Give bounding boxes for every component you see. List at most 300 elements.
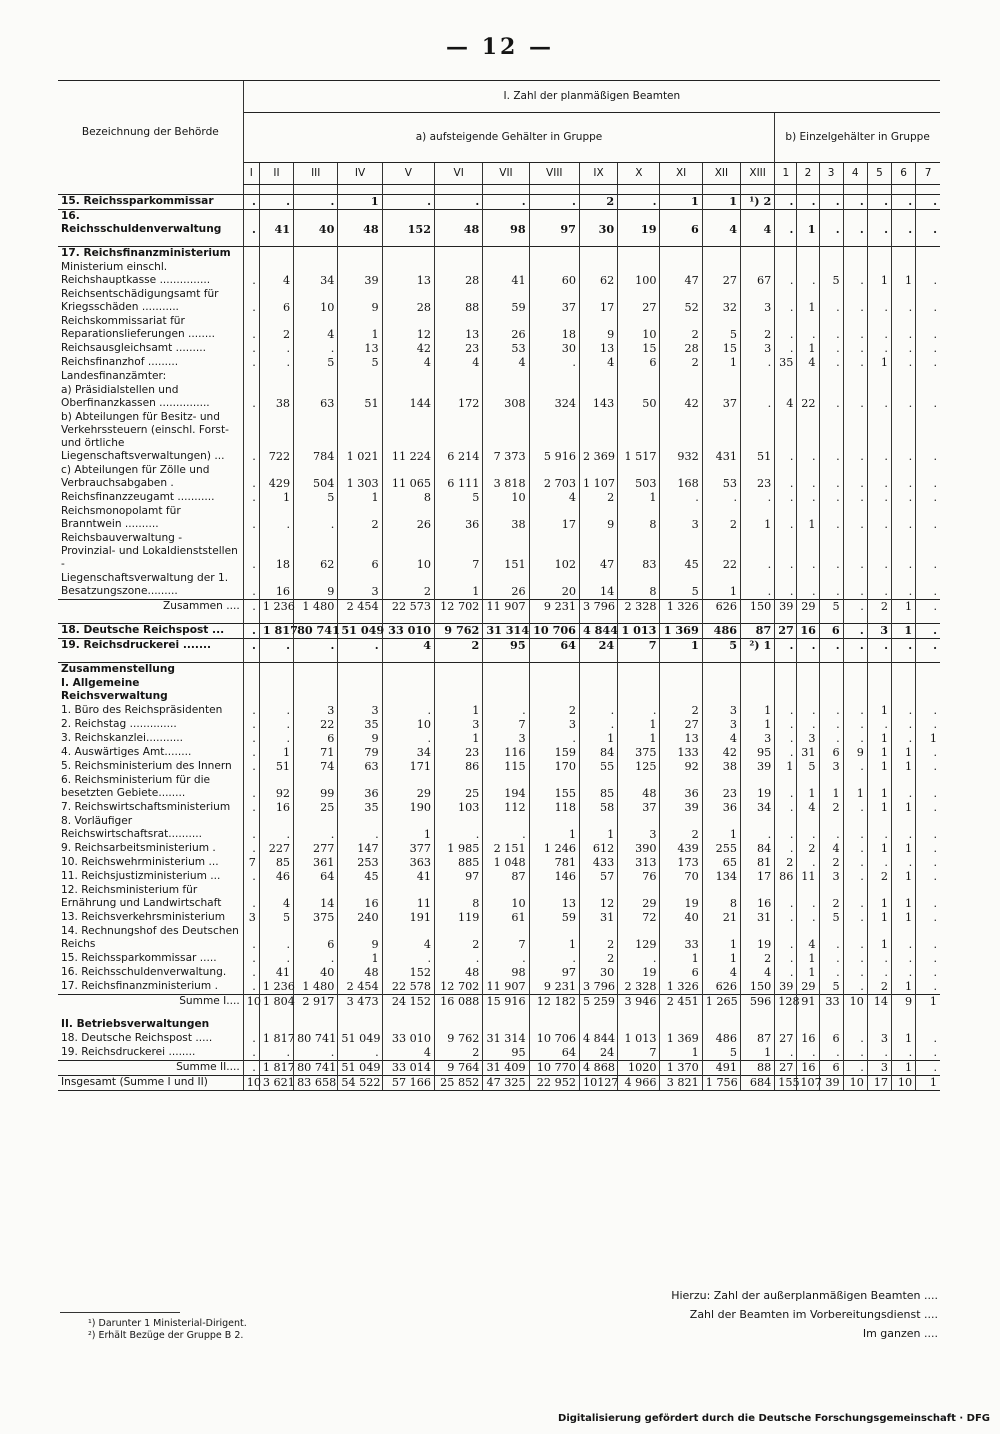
value-cell: 6 xyxy=(819,1032,843,1046)
value-cell: 31 409 xyxy=(483,1061,529,1076)
column-header: II xyxy=(259,163,293,185)
value-cell: 41 xyxy=(382,870,434,884)
value-cell: . xyxy=(775,261,797,288)
column-header: V xyxy=(382,163,434,185)
row-label: 3. Reichskanzlei........... xyxy=(61,732,184,744)
value-cell: 168 xyxy=(660,464,702,491)
value-cell: 5 xyxy=(294,491,338,505)
column-header: I xyxy=(243,163,259,185)
value-cell xyxy=(819,185,843,195)
value-cell: 39 xyxy=(775,980,797,995)
value-cell: 22 xyxy=(797,384,819,411)
value-cell: 3 796 xyxy=(579,980,617,995)
value-cell: 152 xyxy=(382,966,434,980)
value-cell: 10 xyxy=(294,288,338,315)
value-cell: 10127 xyxy=(579,1076,617,1091)
value-cell: . xyxy=(243,842,259,856)
value-cell: 1 xyxy=(797,288,819,315)
value-cell xyxy=(867,247,891,262)
value-cell: . xyxy=(916,315,940,342)
value-cell: . xyxy=(819,952,843,966)
value-cell: 363 xyxy=(382,856,434,870)
value-cell: 40 xyxy=(660,911,702,925)
value-cell: 1 xyxy=(797,342,819,356)
value-cell: 4 xyxy=(819,842,843,856)
value-cell: . xyxy=(483,815,529,842)
value-cell: 92 xyxy=(660,760,702,774)
value-cell: 1 xyxy=(867,925,891,952)
value-cell: 88 xyxy=(435,288,483,315)
value-cell xyxy=(259,1018,293,1032)
value-cell: 3 796 xyxy=(579,600,617,615)
value-cell xyxy=(435,677,483,704)
table-row xyxy=(58,356,940,370)
value-cell: 5 xyxy=(819,600,843,615)
value-cell: 5 916 xyxy=(529,411,579,464)
value-cell xyxy=(618,1009,660,1018)
value-cell: 116 xyxy=(483,746,529,760)
value-cell: 5 xyxy=(819,911,843,925)
value-cell xyxy=(797,1018,819,1032)
value-cell xyxy=(294,185,338,195)
value-cell: . xyxy=(819,815,843,842)
value-cell: 87 xyxy=(741,624,775,639)
column-header: VIII xyxy=(529,163,579,185)
table-row xyxy=(58,677,940,704)
value-cell xyxy=(579,247,617,262)
value-cell: . xyxy=(891,639,915,654)
value-cell: 27 xyxy=(702,261,740,288)
value-cell: 25 852 xyxy=(435,1076,483,1091)
value-cell: 47 xyxy=(579,532,617,572)
value-cell: . xyxy=(243,505,259,532)
value-cell: 5 xyxy=(660,572,702,600)
value-cell: 2 xyxy=(579,491,617,505)
value-cell: . xyxy=(797,718,819,732)
value-cell xyxy=(259,247,293,262)
value-cell: . xyxy=(843,980,867,995)
value-cell: 4 xyxy=(259,261,293,288)
value-cell: 9 762 xyxy=(435,624,483,639)
value-cell: 95 xyxy=(741,746,775,760)
value-cell xyxy=(797,663,819,678)
value-cell: 159 xyxy=(529,746,579,760)
value-cell: 6 xyxy=(660,210,702,238)
value-cell: 1 517 xyxy=(618,411,660,464)
value-cell: . xyxy=(259,356,293,370)
value-cell: 1 xyxy=(660,639,702,654)
value-cell: 1 xyxy=(338,491,382,505)
row-label: 18. Deutsche Reichspost ..... xyxy=(61,1032,213,1044)
value-cell: . xyxy=(243,870,259,884)
value-cell: 15 916 xyxy=(483,995,529,1010)
value-cell: 41 xyxy=(259,966,293,980)
value-cell: 38 xyxy=(259,384,293,411)
value-cell: . xyxy=(891,1046,915,1061)
table-row xyxy=(58,288,940,315)
value-cell xyxy=(660,247,702,262)
value-cell: . xyxy=(916,572,940,600)
value-cell: . xyxy=(867,718,891,732)
value-cell xyxy=(660,370,702,384)
value-cell: 23 xyxy=(435,342,483,356)
value-cell: 16 xyxy=(259,801,293,815)
row-label: 7. Reichswirtschaftsministerium xyxy=(61,801,231,813)
value-cell: . xyxy=(916,624,940,639)
value-cell xyxy=(243,653,259,663)
value-cell: 1 xyxy=(702,925,740,952)
value-cell: 152 xyxy=(382,210,434,238)
value-cell: 1 236 xyxy=(259,980,293,995)
value-cell: 377 xyxy=(382,842,434,856)
value-cell: 6 xyxy=(819,624,843,639)
value-cell: 27 xyxy=(775,1061,797,1076)
value-cell: . xyxy=(775,801,797,815)
value-cell: 11 907 xyxy=(483,600,529,615)
value-cell xyxy=(294,1009,338,1018)
value-cell: . xyxy=(775,210,797,238)
value-cell: 1020 xyxy=(618,1061,660,1076)
value-cell: 2 xyxy=(529,704,579,718)
row-label: 17. Reichsfinanzministerium xyxy=(58,247,243,262)
value-cell: 25 xyxy=(435,774,483,801)
value-cell: . xyxy=(483,704,529,718)
value-cell: 39 xyxy=(775,600,797,615)
row-label xyxy=(58,185,243,195)
value-cell: 64 xyxy=(529,639,579,654)
value-cell: . xyxy=(867,952,891,966)
value-cell: . xyxy=(338,639,382,654)
value-cell xyxy=(891,370,915,384)
value-cell: . xyxy=(529,732,579,746)
value-cell: 3 xyxy=(741,342,775,356)
value-cell: 3 xyxy=(483,732,529,746)
value-cell: . xyxy=(843,801,867,815)
value-cell: 1 013 xyxy=(618,624,660,639)
value-cell: 5 xyxy=(259,911,293,925)
value-cell: 6 xyxy=(294,925,338,952)
row-label: 16. Reichsschuldenverwaltung. xyxy=(61,966,227,978)
value-cell: 13 xyxy=(382,261,434,288)
value-cell: . xyxy=(843,760,867,774)
table-row xyxy=(58,980,940,995)
header-group-b: b) Einzelgehälter in Gruppe xyxy=(775,113,940,163)
row-label: 15. Reichssparkommissar xyxy=(58,195,243,210)
value-cell: . xyxy=(916,491,940,505)
value-cell xyxy=(775,185,797,195)
value-cell: 4 xyxy=(382,1046,434,1061)
value-cell xyxy=(579,653,617,663)
value-cell: 1 xyxy=(618,491,660,505)
value-cell: 722 xyxy=(259,411,293,464)
value-cell: 1 xyxy=(797,210,819,238)
value-cell: . xyxy=(891,856,915,870)
value-cell xyxy=(259,677,293,704)
value-cell: 16 xyxy=(797,1061,819,1076)
value-cell: . xyxy=(243,1046,259,1061)
value-cell: 2 xyxy=(579,952,617,966)
value-cell xyxy=(819,247,843,262)
value-cell: . xyxy=(891,195,915,210)
row-label: Zusammen .... xyxy=(58,600,243,615)
value-cell: 9 762 xyxy=(435,1032,483,1046)
value-cell: 2 xyxy=(579,925,617,952)
value-cell: 3 946 xyxy=(618,995,660,1010)
value-cell: 13 xyxy=(579,342,617,356)
value-cell xyxy=(741,237,775,247)
value-cell: 36 xyxy=(338,774,382,801)
value-cell: . xyxy=(819,532,843,572)
value-cell: 10 706 xyxy=(529,1032,579,1046)
value-cell: . xyxy=(243,639,259,654)
value-cell: . xyxy=(294,342,338,356)
value-cell: 59 xyxy=(483,288,529,315)
header-group-a: a) aufsteigende Gehälter in Gruppe xyxy=(243,113,774,163)
value-cell xyxy=(916,663,940,678)
value-cell: . xyxy=(243,532,259,572)
value-cell xyxy=(338,663,382,678)
value-cell: . xyxy=(819,966,843,980)
value-cell: 2 xyxy=(867,870,891,884)
column-header: 1 xyxy=(775,163,797,185)
value-cell: 1 xyxy=(867,774,891,801)
value-cell: 1 xyxy=(338,952,382,966)
value-cell xyxy=(529,1009,579,1018)
value-cell: 83 658 xyxy=(294,1076,338,1091)
column-header: X xyxy=(618,163,660,185)
value-cell xyxy=(819,677,843,704)
value-cell: . xyxy=(819,210,843,238)
value-cell: . xyxy=(775,842,797,856)
value-cell xyxy=(916,247,940,262)
value-cell: 10 xyxy=(382,532,434,572)
value-cell: 19 xyxy=(660,884,702,911)
value-cell: 23 xyxy=(702,774,740,801)
value-cell: 1 246 xyxy=(529,842,579,856)
value-cell: 47 325 xyxy=(483,1076,529,1091)
value-cell: 6 xyxy=(294,732,338,746)
value-cell: . xyxy=(891,815,915,842)
value-cell: 10 770 xyxy=(529,1061,579,1076)
value-cell xyxy=(618,185,660,195)
value-cell: 191 xyxy=(382,911,434,925)
value-cell xyxy=(797,185,819,195)
row-label: 12. Reichsministerium für Ernährung und Landwirtschaft xyxy=(61,884,222,909)
value-cell: 39 xyxy=(741,760,775,774)
value-cell xyxy=(259,185,293,195)
footnote: ¹) Darunter 1 Ministerial-Dirigent. xyxy=(88,1318,247,1329)
value-cell xyxy=(843,1018,867,1032)
value-cell xyxy=(294,663,338,678)
value-cell xyxy=(891,677,915,704)
value-cell: . xyxy=(916,746,940,760)
value-cell: 85 xyxy=(259,856,293,870)
value-cell: 172 xyxy=(435,384,483,411)
value-cell: 3 xyxy=(660,505,702,532)
value-cell: 4 xyxy=(259,884,293,911)
value-cell xyxy=(579,185,617,195)
value-cell: 1 817 xyxy=(259,1061,293,1076)
row-label: 4. Auswärtiges Amt........ xyxy=(61,746,192,758)
column-header: IX xyxy=(579,163,617,185)
value-cell: . xyxy=(916,911,940,925)
spacer-row xyxy=(58,653,940,663)
row-label: Reichsfinanzhof ......... xyxy=(61,356,179,368)
value-cell xyxy=(529,370,579,384)
row-label: 19. Reichsdruckerei ........ xyxy=(61,1046,196,1058)
value-cell: . xyxy=(916,980,940,995)
value-cell: . xyxy=(775,815,797,842)
value-cell: 1 xyxy=(618,718,660,732)
table-row xyxy=(58,801,940,815)
value-cell: . xyxy=(243,356,259,370)
value-cell: 1 985 xyxy=(435,842,483,856)
value-cell: 17 xyxy=(741,870,775,884)
column-header: VI xyxy=(435,163,483,185)
table-row xyxy=(58,1032,940,1046)
value-cell xyxy=(435,1009,483,1018)
value-cell xyxy=(775,247,797,262)
value-cell: . xyxy=(916,532,940,572)
value-cell xyxy=(259,663,293,678)
value-cell xyxy=(579,237,617,247)
value-cell xyxy=(797,370,819,384)
value-cell xyxy=(741,663,775,678)
value-cell: . xyxy=(916,195,940,210)
row-label: 11. Reichsjustizministerium ... xyxy=(61,870,221,882)
column-header: 5 xyxy=(867,163,891,185)
value-cell: 6 xyxy=(819,746,843,760)
value-cell: 5 xyxy=(435,491,483,505)
value-cell: 33 xyxy=(660,925,702,952)
value-cell: 2 xyxy=(660,315,702,342)
table-row xyxy=(58,1076,940,1091)
value-cell: . xyxy=(797,315,819,342)
value-cell xyxy=(775,1018,797,1032)
value-cell: 13 xyxy=(338,342,382,356)
note-line: Im ganzen .... xyxy=(862,1327,938,1340)
value-cell: 1 326 xyxy=(660,600,702,615)
value-cell: . xyxy=(916,760,940,774)
value-cell: . xyxy=(797,464,819,491)
value-cell xyxy=(775,237,797,247)
value-cell: 9 764 xyxy=(435,1061,483,1076)
value-cell: . xyxy=(259,815,293,842)
value-cell xyxy=(483,237,529,247)
value-cell: . xyxy=(243,966,259,980)
value-cell: . xyxy=(797,491,819,505)
value-cell xyxy=(243,1018,259,1032)
value-cell: 1 xyxy=(435,704,483,718)
table-row xyxy=(58,505,940,532)
value-cell: 2 369 xyxy=(579,411,617,464)
value-cell: . xyxy=(259,195,293,210)
value-cell: . xyxy=(843,356,867,370)
value-cell: 88 xyxy=(741,1061,775,1076)
value-cell xyxy=(867,677,891,704)
value-cell: 102 xyxy=(529,532,579,572)
value-cell: 27 xyxy=(618,288,660,315)
value-cell xyxy=(338,677,382,704)
value-cell: 2 xyxy=(435,925,483,952)
value-cell xyxy=(867,1018,891,1032)
value-cell xyxy=(741,1018,775,1032)
value-cell: . xyxy=(382,704,434,718)
value-cell: 7 xyxy=(243,856,259,870)
row-label: 16. Reichsschuldenverwaltung xyxy=(58,210,243,238)
column-header: VII xyxy=(483,163,529,185)
value-cell: 2 454 xyxy=(338,980,382,995)
value-cell: . xyxy=(843,925,867,952)
value-cell xyxy=(702,185,740,195)
value-cell xyxy=(741,185,775,195)
value-cell: . xyxy=(867,315,891,342)
row-label: 8. Vorläufiger Reichswirtschaftsrat.......... xyxy=(61,815,202,840)
row-label: 19. Reichsdruckerei ....... xyxy=(58,639,243,654)
value-cell: 9 231 xyxy=(529,980,579,995)
value-cell: 3 xyxy=(867,1061,891,1076)
value-cell: 4 xyxy=(702,210,740,238)
value-cell xyxy=(294,677,338,704)
value-cell xyxy=(483,677,529,704)
value-cell: 71 xyxy=(294,746,338,760)
value-cell: 5 xyxy=(702,1046,740,1061)
value-cell: 92 xyxy=(259,774,293,801)
value-cell xyxy=(741,247,775,262)
value-cell: 1 xyxy=(843,774,867,801)
value-cell: . xyxy=(259,952,293,966)
value-cell: . xyxy=(243,384,259,411)
value-cell: 12 702 xyxy=(435,980,483,995)
value-cell: . xyxy=(435,952,483,966)
value-cell: . xyxy=(775,952,797,966)
value-cell xyxy=(243,663,259,678)
value-cell: 70 xyxy=(660,870,702,884)
value-cell: . xyxy=(867,464,891,491)
column-header: XI xyxy=(660,163,702,185)
value-cell xyxy=(819,1018,843,1032)
value-cell: . xyxy=(382,732,434,746)
value-cell: 5 xyxy=(819,980,843,995)
value-cell xyxy=(483,1009,529,1018)
value-cell xyxy=(294,237,338,247)
value-cell: 361 xyxy=(294,856,338,870)
value-cell: 9 231 xyxy=(529,600,579,615)
value-cell: . xyxy=(775,491,797,505)
value-cell: 10 706 xyxy=(529,624,579,639)
value-cell: 35 xyxy=(338,801,382,815)
value-cell: 63 xyxy=(338,760,382,774)
value-cell: . xyxy=(797,856,819,870)
value-cell: . xyxy=(243,624,259,639)
header-main: I. Zahl der planmäßigen Beamten xyxy=(243,81,940,113)
value-cell: 28 xyxy=(382,288,434,315)
value-cell: 26 xyxy=(483,315,529,342)
spacer-row xyxy=(58,1009,940,1018)
value-cell: . xyxy=(775,704,797,718)
value-cell xyxy=(259,370,293,384)
value-cell: 8 xyxy=(702,884,740,911)
value-cell: . xyxy=(867,639,891,654)
value-cell: 51 049 xyxy=(338,1032,382,1046)
value-cell: 84 xyxy=(741,842,775,856)
value-cell: 486 xyxy=(702,624,740,639)
value-cell xyxy=(382,237,434,247)
value-cell: 3 xyxy=(338,572,382,600)
value-cell: . xyxy=(891,384,915,411)
value-cell: 2 xyxy=(819,884,843,911)
value-cell: . xyxy=(382,952,434,966)
